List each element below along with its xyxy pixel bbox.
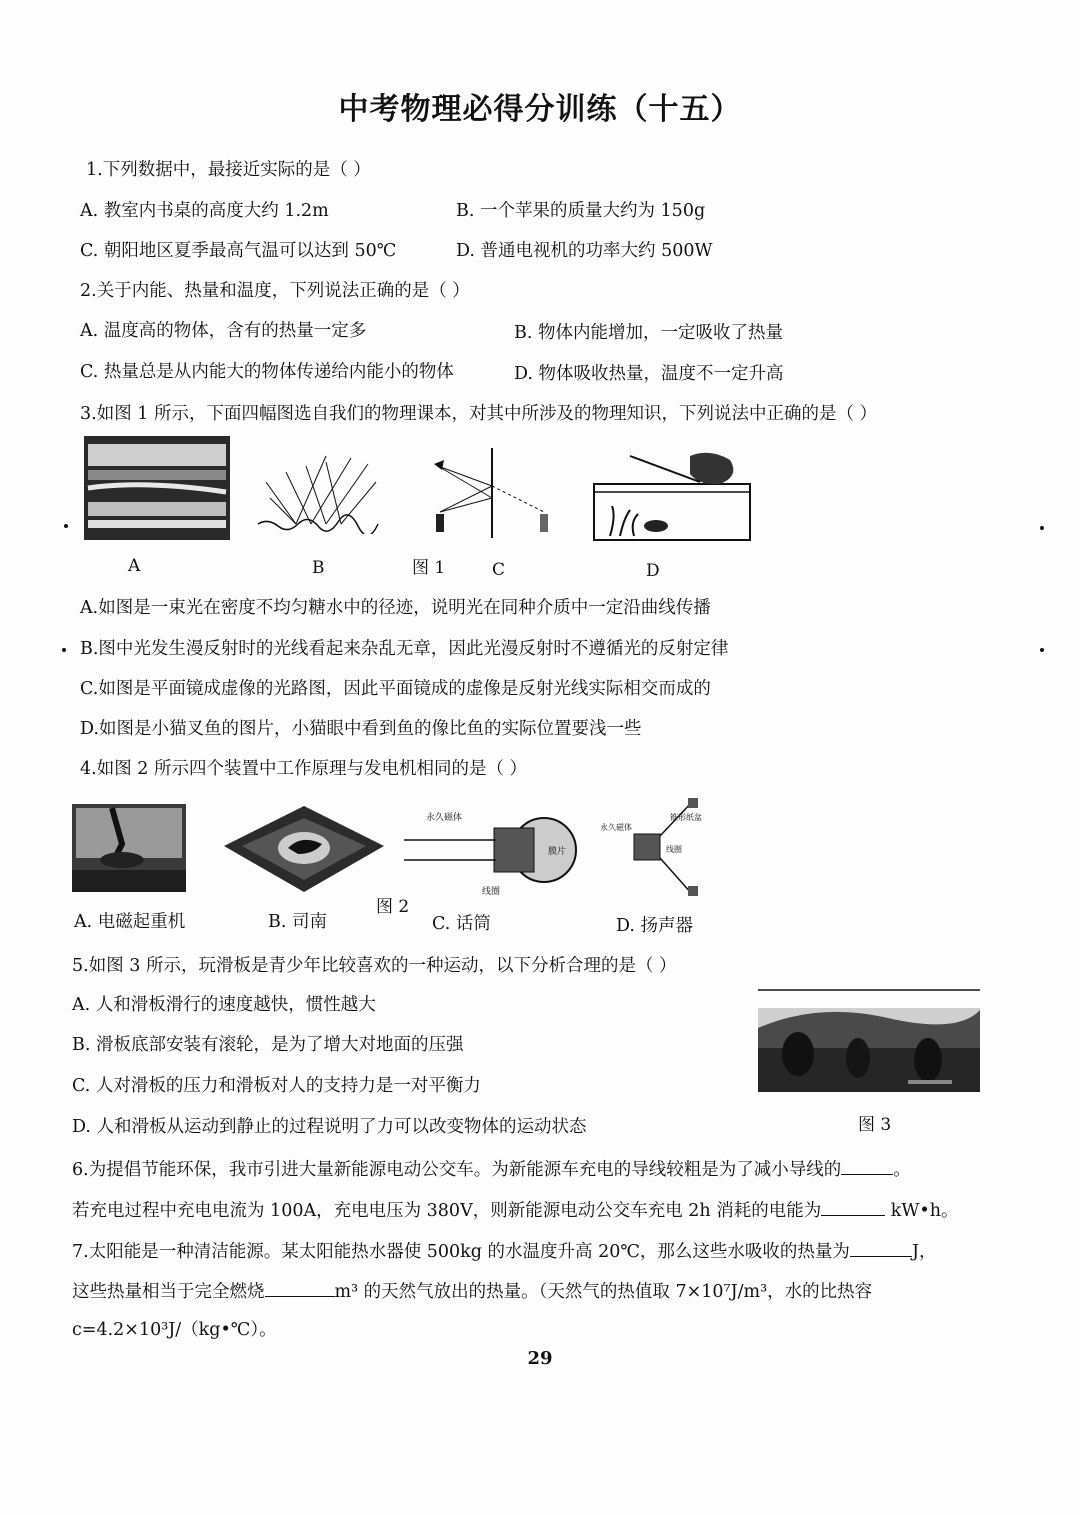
q5-option-c: C. 人对滑板的压力和滑板对人的支持力是一对平衡力 xyxy=(72,1076,481,1096)
scan-speck xyxy=(1040,526,1044,530)
fig2-b-compass-sinan-photo xyxy=(222,804,386,894)
q4-stem: 4.如图 2 所示四个装置中工作原理与发电机相同的是（ ） xyxy=(80,759,528,779)
fig1-c-plane-mirror-diagram xyxy=(426,446,556,538)
q7-blank-1[interactable] xyxy=(850,1240,912,1257)
q5-option-a: A. 人和滑板滑行的速度越快，惯性越大 xyxy=(72,995,376,1015)
q6-text-1-end: 。 xyxy=(893,1160,911,1180)
q7-line-3: c=4.2×10³J/（kg•℃）。 xyxy=(72,1320,277,1340)
q6-blank-1[interactable] xyxy=(841,1158,893,1175)
q6-line-2 xyxy=(72,1199,958,1222)
q1-stem: 1.下列数据中，最接近实际的是（ ） xyxy=(86,160,371,180)
fig1-b-diffuse-reflection-diagram xyxy=(256,452,380,534)
q7-text-2: 这些热量相当于完全燃烧 xyxy=(72,1282,265,1302)
q5-stem: 5.如图 3 所示，玩滑板是青少年比较喜欢的一种运动，以下分析合理的是（ ） xyxy=(72,956,677,976)
q1-option-b: B. 一个苹果的质量大约为 150g xyxy=(456,201,706,221)
q7-text-1-end: J， xyxy=(911,1242,937,1262)
fig2-label-a: A. 电磁起重机 xyxy=(74,912,186,932)
fig2-caption: 图 2 xyxy=(376,897,410,917)
q3-option-a: A.如图是一束光在密度不均匀糖水中的径迹，说明光在同种介质中一定沿曲线传播 xyxy=(80,598,711,618)
q3-option-c: C.如图是平面镜成虚像的光路图，因此平面镜成的虚像是反射光线实际相交而成的 xyxy=(80,679,711,699)
mic-label-diaphragm: 膜片 xyxy=(548,847,567,857)
q1-option-a: A. 教室内书桌的高度大约 1.2m xyxy=(80,201,329,221)
q6-text-1: 6.为提倡节能环保，我市引进大量新能源电动公交车。为新能源车充电的导线较粗是为了减小导线的 xyxy=(72,1160,842,1180)
q5-option-d: D. 人和滑板从运动到静止的过程说明了力可以改变物体的运动状态 xyxy=(72,1117,587,1137)
fig2-label-b: B. 司南 xyxy=(268,912,327,932)
q5-option-b: B. 滑板底部安装有滚轮，是为了增大对地面的压强 xyxy=(72,1035,464,1055)
fig3-skateboard-photo xyxy=(758,988,980,1092)
fig1-d-cat-fishing-picture xyxy=(590,446,754,542)
q7-text-1: 7.太阳能是一种清洁能源。某太阳能热水器使 500kg 的水温度升高 20℃，那么这些水吸收的热量为 xyxy=(72,1242,850,1262)
q7-text-2-mid: m³ 的天然气放出的热量。（天然气的热值取 7×10⁷J/m³，水的比热容 xyxy=(334,1282,873,1302)
mic-label-magnet: 永久磁体 xyxy=(426,813,463,823)
q7-line-1 xyxy=(72,1240,936,1263)
page-title: 中考物理必得分训练（十五） xyxy=(338,92,742,127)
q7-line-2 xyxy=(72,1280,872,1303)
q2-option-d: D. 物体吸收热量，温度不一定升高 xyxy=(514,364,784,384)
q2-option-c: C. 热量总是从内能大的物体传递给内能小的物体 xyxy=(80,362,454,382)
fig2-d-speaker-diagram xyxy=(600,796,712,900)
page-number: 29 xyxy=(527,1348,553,1369)
fig1-label-c: C xyxy=(492,560,506,580)
fig1-label-a: A xyxy=(128,556,141,576)
q7-blank-2[interactable] xyxy=(265,1280,335,1297)
fig1-label-b: B xyxy=(312,558,325,578)
mic-label-coil: 线圈 xyxy=(482,887,501,897)
fig1-caption: 图 1 xyxy=(412,558,446,578)
q2-option-a: A. 温度高的物体，含有的热量一定多 xyxy=(80,321,367,341)
speaker-label-cone: 锥形纸盆 xyxy=(670,813,702,822)
scan-speck xyxy=(62,648,66,652)
q6-line-1 xyxy=(72,1158,911,1181)
speaker-label-magnet: 永久磁体 xyxy=(600,823,632,832)
fig2-c-microphone-diagram xyxy=(404,806,578,898)
q3-option-b: B.图中光发生漫反射时的光线看起来杂乱无章，因此光漫反射时不遵循光的反射定律 xyxy=(80,639,729,659)
q3-stem: 3.如图 1 所示，下面四幅图选自我们的物理课本，对其中所涉及的物理知识，下列说法中正确的是（ ） xyxy=(80,404,878,424)
fig2-a-electromagnetic-crane-photo xyxy=(72,804,186,892)
q6-text-2: 若充电过程中充电电流为 100A，充电电压为 380V，则新能源电动公交车充电 2h 消耗的电能为 xyxy=(72,1201,822,1221)
fig2-label-d: D. 扬声器 xyxy=(616,916,694,936)
q1-option-d: D. 普通电视机的功率大约 500W xyxy=(456,241,713,261)
fig1-label-d: D xyxy=(646,561,660,581)
fig1-a-sugar-water-image xyxy=(84,436,230,540)
fig2-label-c: C. 话筒 xyxy=(432,914,491,934)
q2-option-b: B. 物体内能增加，一定吸收了热量 xyxy=(514,323,783,343)
q6-blank-2[interactable] xyxy=(821,1199,885,1216)
fig3-caption: 图 3 xyxy=(858,1115,892,1135)
q2-stem: 2.关于内能、热量和温度，下列说法正确的是（ ） xyxy=(80,281,470,301)
speaker-label-coil: 线圈 xyxy=(666,845,682,854)
scan-speck xyxy=(64,524,68,528)
scan-speck xyxy=(1040,648,1044,652)
q1-option-c: C. 朝阳地区夏季最高气温可以达到 50℃ xyxy=(80,241,397,261)
q6-text-2-end: kW•h。 xyxy=(885,1201,959,1221)
q3-option-d: D.如图是小猫叉鱼的图片，小猫眼中看到鱼的像比鱼的实际位置要浅一些 xyxy=(80,719,642,739)
